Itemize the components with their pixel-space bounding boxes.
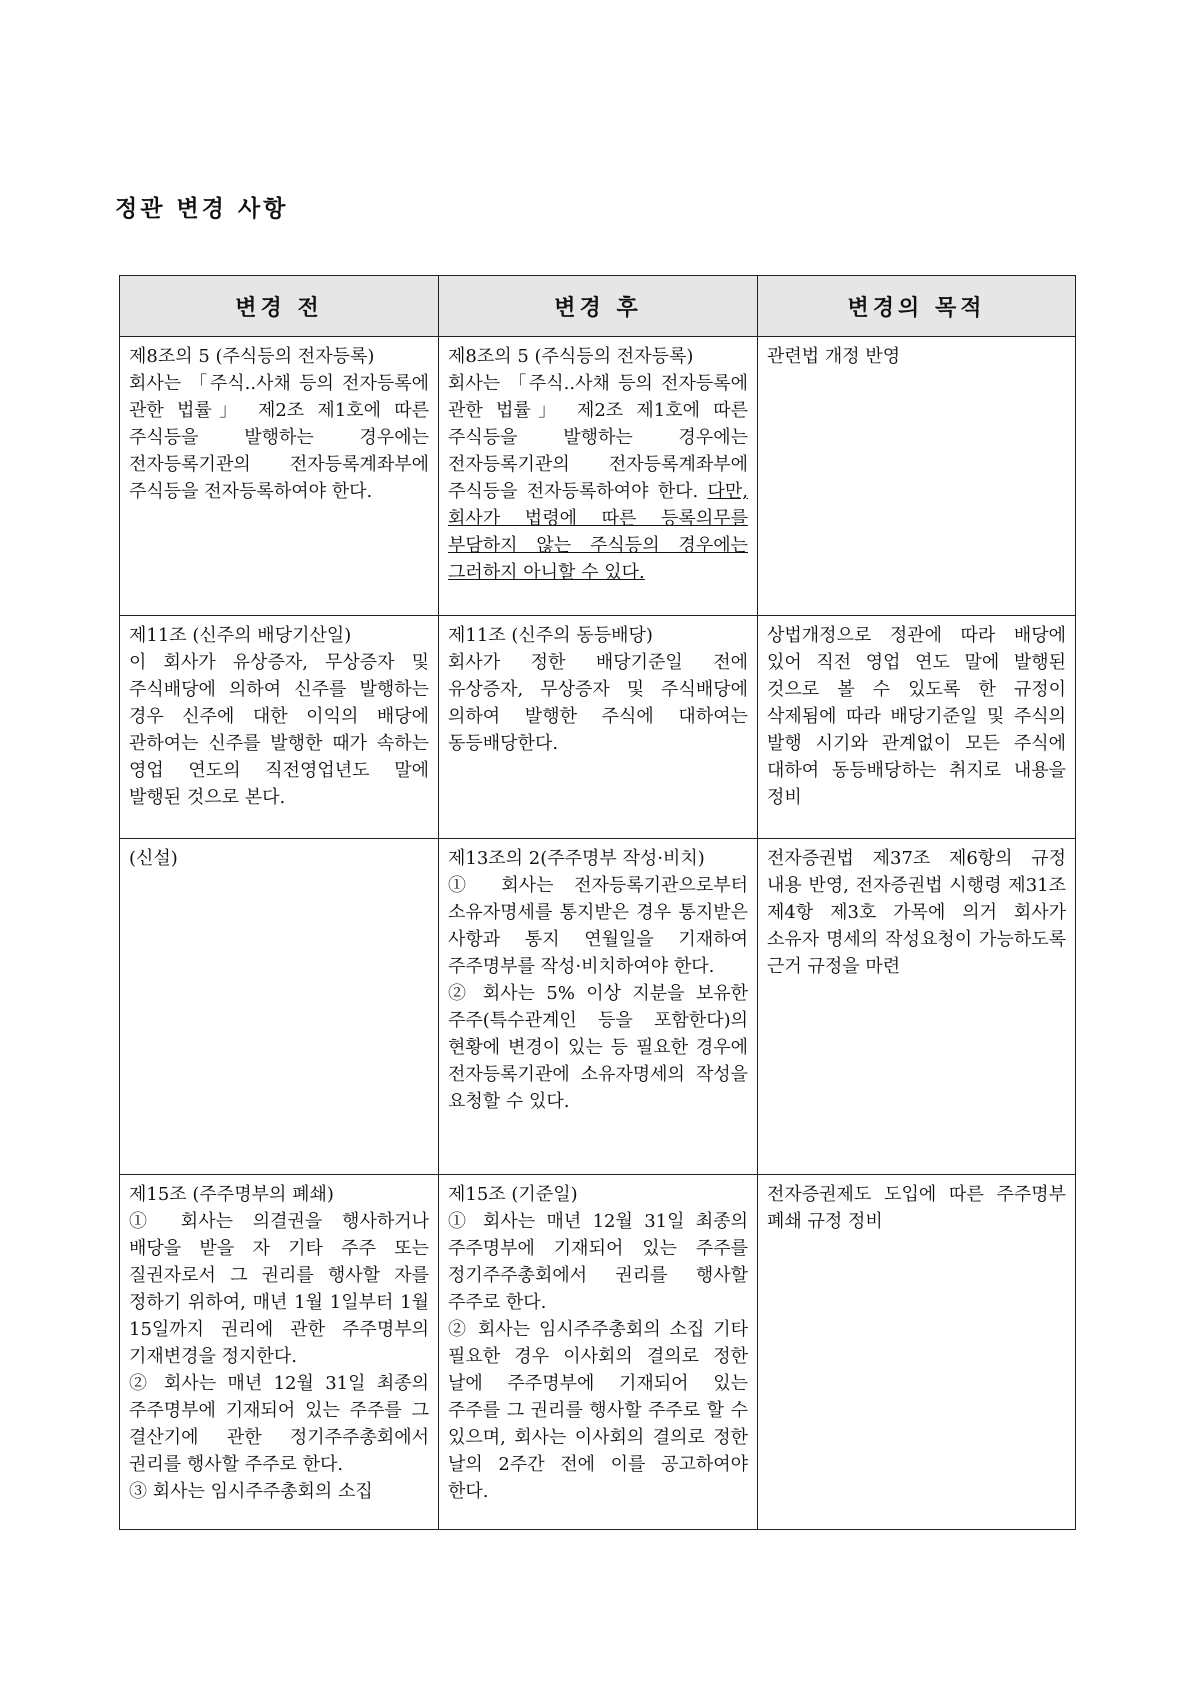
article-paragraph-2: ② 회사는 매년 12월 31일 최종의 주주명부에 기재되어 있는 주주를 그 결산기에 관한 정기주주총회에서 권리를 행사할 주주로 한다.	[129, 1373, 429, 1475]
cell-purpose: 관련법 개정 반영	[758, 337, 1076, 616]
article-paragraph-2: ② 회사는 임시주주총회의 소집 기타 필요한 경우 이사회의 결의로 정한 날에 주주명부에 기재되어 있는 주주를 그 권리를 행사할 주주로 할 수 있으며, 회사는 이사회의 결의로 정한 날의 2주간 전에 이를 공고하여야 한다.	[448, 1319, 748, 1502]
cell-before	[120, 616, 439, 839]
article-paragraph-1: ① 회사는 의결권을 행사하거나 배당을 받을 자 기타 주주 또는 질권자로서 그 권리를 행사할 자를 정하기 위하여, 매년 1월 1일부터 1월 15일까지 권리에 관한 주주명부의 기재변경을 정지한다.	[129, 1211, 429, 1367]
article-paragraph-1: ① 회사는 전자등록기관으로부터 소유자명세를 통지받은 경우 통지받은 사항과 통지 연월일을 기재하여 주주명부를 작성·비치하여야 한다.	[448, 875, 748, 977]
cell-after	[439, 839, 758, 1175]
cell-after	[439, 1175, 758, 1530]
table-row	[120, 839, 1076, 1175]
cell-after	[439, 616, 758, 839]
cell-purpose: 상법개정으로 정관에 따라 배당에 있어 직전 영업 연도 말에 발행된 것으로 볼 수 있도록 한 규정이 삭제됨에 따라 배당기준일 및 주식의 발행 시기와 관계없이 모든 주식에 대하여 동등배당하는 취지로 내용을 정비	[758, 616, 1076, 839]
cell-before	[120, 839, 439, 1175]
header-purpose: 변경의 목적	[758, 276, 1076, 337]
table-row	[120, 616, 1076, 839]
article-heading: 제8조의 5 (주식등의 전자등록)	[129, 346, 375, 367]
article-text	[448, 370, 748, 586]
header-before: 변경 전	[120, 276, 439, 337]
article-heading: 제15조 (기준일)	[448, 1184, 578, 1205]
article-paragraph-1: ① 회사는 매년 12월 31일 최종의 주주명부에 기재되어 있는 주주를 정기주주총회에서 권리를 행사할 주주로 한다.	[448, 1211, 748, 1313]
article-text: 회사는 「주식..사채 등의 전자등록에 관한 법률」 제2조 제1호에 따른 주식등을 발행하는 경우에는 전자등록기관의 전자등록계좌부에 주식등을 전자등록하여야 한다.	[129, 373, 429, 502]
cell-after	[439, 337, 758, 616]
cell-before	[120, 1175, 439, 1530]
article-text: 이 회사가 유상증자, 무상증자 및 주식배당에 의하여 신주를 발행하는 경우 신주에 대한 이익의 배당에 관하여는 신주를 발행한 때가 속하는 영업 연도의 직전영업년도 말에 발행된 것으로 본다.	[129, 652, 429, 808]
article-heading: (신설)	[129, 848, 178, 869]
article-paragraph-2: ② 회사는 5% 이상 지분을 보유한 주주(특수관계인 등을 포함한다)의 현황에 변경이 있는 등 필요한 경우에 전자등록기관에 소유자명세의 작성을 요청할 수 있다.	[448, 983, 748, 1112]
article-heading: 제15조 (주주명부의 폐쇄)	[129, 1184, 334, 1205]
table-row	[120, 337, 1076, 616]
amendment-table	[119, 275, 1076, 1530]
article-heading: 제8조의 5 (주식등의 전자등록)	[448, 346, 694, 367]
cell-purpose: 전자증권제도 도입에 따른 주주명부 폐쇄 규정 정비	[758, 1175, 1076, 1530]
article-text-base: 회사는 「주식..사채 등의 전자등록에 관한 법률」 제2조 제1호에 따른 주식등을 발행하는 경우에는 전자등록기관의 전자등록계좌부에 주식등을 전자등록하여야 한다.	[448, 373, 748, 502]
cell-before	[120, 337, 439, 616]
article-heading: 제13조의 2(주주명부 작성·비치)	[448, 848, 705, 869]
header-after: 변경 후	[439, 276, 758, 337]
article-paragraph-3: ③ 회사는 임시주주총회의 소집	[129, 1481, 373, 1502]
article-text: 회사가 정한 배당기준일 전에 유상증자, 무상증자 및 주식배당에 의하여 발행한 주식에 대하여는 동등배당한다.	[448, 652, 748, 754]
table-header-row	[120, 276, 1076, 337]
article-heading: 제11조 (신주의 동등배당)	[448, 625, 653, 646]
article-heading: 제11조 (신주의 배당기산일)	[129, 625, 352, 646]
table-row	[120, 1175, 1076, 1530]
cell-purpose: 전자증권법 제37조 제6항의 규정 내용 반영, 전자증권법 시행령 제31조 제4항 제3호 가목에 의거 회사가 소유자 명세의 작성요청이 가능하도록 근거 규정을 마련	[758, 839, 1076, 1175]
added-text: 다만, 회사가 법령에 따른 등록의무를 부담하지 않는 주식등의 경우에는 그러하지 아니할 수 있다.	[448, 481, 748, 583]
page-title: 정관 변경 사항	[115, 196, 289, 222]
